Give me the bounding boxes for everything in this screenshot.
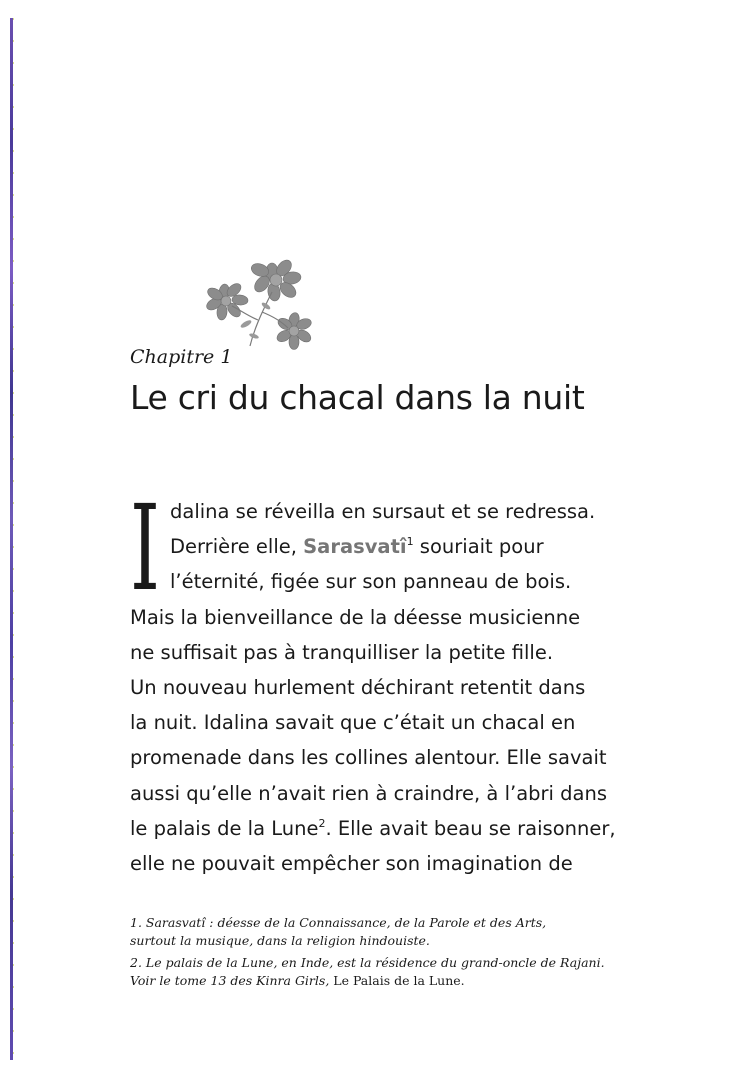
footnote-1 — [130, 914, 610, 950]
body-line-6: Un nouveau hurlement déchirant retentit dans — [130, 675, 586, 699]
footnote-2-line-2 — [130, 972, 610, 990]
body-line-9: aussi qu’elle n’avait rien à craindre, à l’abri dans — [130, 781, 607, 805]
chrysanthemum-ornament-icon — [202, 250, 314, 350]
body-line-4: Mais la bienveillance de la déesse musicienne — [130, 605, 581, 629]
drop-cap — [130, 479, 164, 617]
drop-cap-letter: I — [130, 479, 160, 617]
body-line-2-end: souriait pour — [413, 535, 544, 559]
body-line-5: ne suffisait pas à tranquilliser la petite fille. — [130, 640, 554, 664]
footnote-ref-2: 2 — [318, 816, 326, 830]
chapter-body — [130, 479, 616, 881]
body-line-8: promenade dans les collines alentour. Elle savait — [130, 746, 607, 770]
body-line-2-start: Derrière elle, — [170, 535, 304, 559]
footnote-1-line-1: 1. Sarasvatî : déesse de la Connaissance, de la Parole et des Arts, — [130, 915, 547, 930]
footnote-2-series-ref: Voir le tome 13 des Kinra Girls, — [130, 973, 330, 988]
page-edge-strip — [10, 18, 13, 1060]
chapter-title: Le cri du chacal dans la nuit — [130, 378, 585, 417]
deity-name: Sarasvatî — [303, 535, 407, 559]
chapter-label: Chapitre 1 — [130, 346, 233, 368]
body-line-11: elle ne pouvait empêcher son imagination de — [130, 851, 573, 875]
body-line-3: l’éternité, figée sur son panneau de bois. — [170, 570, 572, 594]
footnote-2 — [130, 954, 610, 990]
footnote-2-line-1: 2. Le palais de la Lune, en Inde, est la résidence du grand-oncle de Rajani. — [130, 955, 605, 970]
footnote-1-line-2: surtout la musique, dans la religion hindouiste. — [130, 933, 430, 948]
body-line-7: la nuit. Idalina savait que c’était un chacal en — [130, 711, 576, 735]
body-line-10 — [130, 811, 616, 846]
footnotes — [130, 914, 610, 994]
body-line-10-end: . Elle avait beau se raisonner, — [325, 816, 616, 840]
body-line-10-start: le palais de la Lune — [130, 816, 319, 840]
body-line-1: dalina se réveilla en sursaut et se redressa. — [170, 500, 596, 523]
footnote-ref-1: 1 — [406, 535, 414, 549]
footnote-2-book-title: Le Palais de la Lune. — [329, 973, 465, 988]
body-line-2 — [130, 529, 610, 564]
